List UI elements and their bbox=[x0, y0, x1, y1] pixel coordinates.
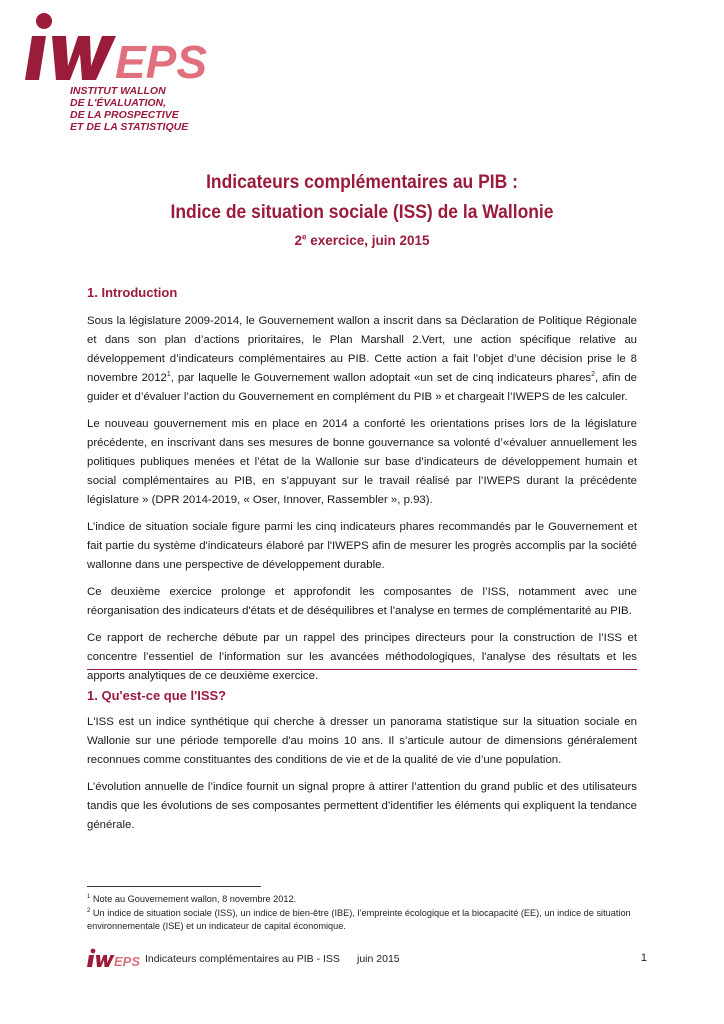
paragraph: L’indice de situation sociale figure parmi les cinq indicateurs phares recommandés par le Gouvernement et fait partie du système d'indicateurs élaboré par l'IWEPS afin de mesurer les progrès accomplis par la société wallonne dans une perspective de développement durable. bbox=[87, 521, 637, 571]
paragraph: Le nouveau gouvernement mis en place en 2014 a conforté les orientations prises lors de la législature précédente, en inscrivant dans ses mesures de bonne gouvernance sa volonté d’«évaluer annuellement les politiques publiques menées et l’état de la Wallonie sur base d’indicateurs de développement humain et social complémentaires au PIB, en s’appuyant sur le travail réalisé par l’IWEPS durant la précédente législature » (DPR 2014-2019, « Oser, Innover, Rassembler », p.93). bbox=[87, 418, 637, 506]
paragraph bbox=[87, 312, 637, 407]
iweps-logo-mark bbox=[22, 12, 207, 84]
logo-tagline-line: DE L'ÉVALUATION, bbox=[70, 97, 167, 109]
logo-tagline-line: DE LA PROSPECTIVE bbox=[70, 109, 179, 121]
document-title bbox=[0, 168, 724, 252]
subtitle-number: 2 bbox=[294, 233, 302, 248]
document-subtitle bbox=[0, 230, 724, 252]
footnote-number: 2 bbox=[87, 907, 91, 914]
footnote-ref[interactable]: 1 bbox=[166, 371, 171, 379]
paragraph: L'ISS est un indice synthétique qui cherche à dresser un panorama statistique sur la situation sociale en Wallonie sur une période temporelle d'au moins 10 ans. Il s’articule autour de dimensions généralement reconnues comme constituantes des conditions de vie et de la qualité de vie d’une population. bbox=[87, 716, 637, 766]
iweps-logo bbox=[22, 12, 207, 84]
section-divider bbox=[87, 669, 637, 670]
footnote-text: Note au Gouvernement wallon, 8 novembre 2012. bbox=[90, 894, 297, 904]
footnote-separator bbox=[87, 886, 261, 887]
subtitle-text: exercice, juin 2015 bbox=[306, 233, 430, 248]
paragraph-text: , par laquelle le Gouvernement wallon adoptait «un set de cinq indicateurs phares bbox=[170, 372, 592, 384]
paragraph-text: , afin de guider et d’évaluer l’action du Gouvernement en complément du PIB » et chargeait l’IWEPS de les calculer. bbox=[87, 372, 637, 403]
paragraph: Ce rapport de recherche débute par un rappel des principes directeurs pour la construction de l’ISS et concentre l’essentiel de l’information sur les avancées méthodologiques, l'analyse des résultats et les apports analytiques de ce deuxième exercice. bbox=[87, 632, 637, 682]
footer-logo bbox=[87, 948, 143, 968]
title-line-2: Indice de situation sociale (ISS) de la Wallonie bbox=[170, 202, 554, 223]
footnotes bbox=[87, 893, 637, 934]
paragraph: Ce deuxième exercice prolonge et approfondit les composantes de l’ISS, notamment avec une réorganisation des indicateurs d'états et de déséquilibres et l’analyse en termes de complémentarité au PIB. bbox=[87, 586, 637, 617]
title-line-1: Indicateurs complémentaires au PIB : bbox=[206, 172, 518, 193]
footnote-ref[interactable]: 2 bbox=[591, 371, 596, 379]
paragraph: L’évolution annuelle de l’indice fournit un signal propre à attirer l’attention du grand public et des utilisateurs tandis que les évolutions de ses composantes permettent d’identifier les éléments qui expliquent la tendance générale. bbox=[87, 781, 637, 831]
section-what-is-iss bbox=[87, 687, 637, 843]
footnote-number: 1 bbox=[87, 893, 91, 900]
logo-tagline-line: ET DE LA STATISTIQUE bbox=[70, 121, 189, 133]
page-footer bbox=[87, 948, 647, 968]
subtitle-superscript: e bbox=[301, 232, 307, 242]
footer-date: juin 2015 bbox=[357, 953, 400, 965]
footnote-text: Un indice de situation sociale (ISS), un indice de bien-être (IBE), l’empreinte écologique et la biocapacité (EE), un indice de situation environnementale (ISE) et un indicateur de capital économique. bbox=[87, 907, 631, 931]
footer-title: Indicateurs complémentaires au PIB - ISS bbox=[145, 953, 340, 965]
paragraph-text: Sous la législature 2009-2014, le Gouvernement wallon a inscrit dans sa Déclaration de Politique Régionale et dans son plan d’actions prioritaires, le Plan Marshall 2.Vert, une action spécifique relative au développement d’indicateurs complémentaires au PIB. Cette action a fait l’objet d’une décision prise le 8 novembre 2012 bbox=[87, 315, 637, 384]
logo-tagline-line: INSTITUT WALLON bbox=[70, 85, 166, 97]
page-number: 1 bbox=[640, 952, 647, 964]
section-introduction bbox=[87, 284, 637, 694]
footnote bbox=[87, 893, 637, 907]
logo-wordmark-eps: EPS bbox=[115, 36, 207, 84]
logo-tagline bbox=[70, 85, 230, 133]
footnote bbox=[87, 907, 637, 934]
section-heading: 1. Introduction bbox=[87, 285, 178, 300]
svg-text:EPS: EPS bbox=[114, 954, 141, 968]
section-heading: 1. Qu'est-ce que l'ISS? bbox=[87, 688, 227, 703]
